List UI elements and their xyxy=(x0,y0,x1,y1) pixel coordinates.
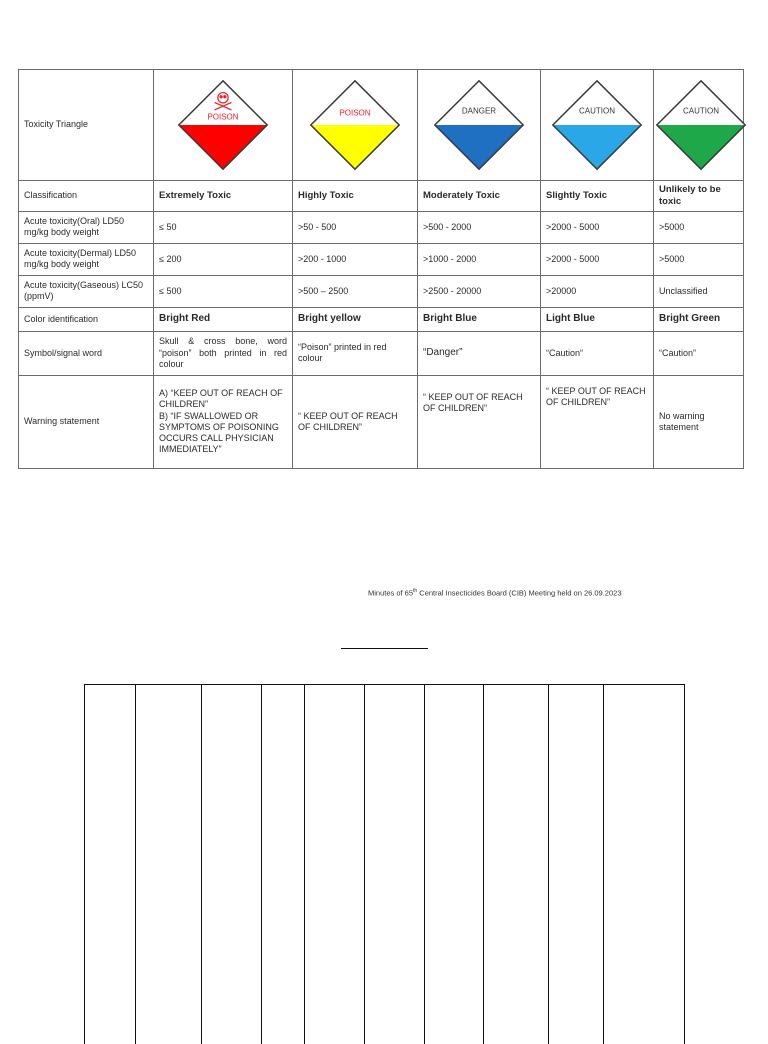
warning-cell: “ KEEP OUT OF REACH OF CHILDREN” xyxy=(293,375,418,468)
toxicity-triangle-row xyxy=(19,70,744,181)
warning-line-a: A) “KEEP OUT OF REACH OF CHILDREN” xyxy=(159,388,283,410)
gaseous-cell: >2500 - 20000 xyxy=(418,275,541,307)
svg-text:POISON: POISON xyxy=(339,108,371,118)
minutes-header xyxy=(368,588,622,598)
column-divider xyxy=(261,685,262,1044)
oral-cell: >5000 xyxy=(654,211,744,243)
svg-text:DANGER: DANGER xyxy=(461,106,497,116)
poison-yellow-diamond-icon xyxy=(308,78,402,172)
dermal-cell: >1000 - 2000 xyxy=(418,243,541,275)
classification-cell: Extremely Toxic xyxy=(154,181,293,212)
row-label-triangle: Toxicity Triangle xyxy=(19,70,154,181)
gaseous-cell: >500 – 2500 xyxy=(293,275,418,307)
gaseous-cell: ≤ 500 xyxy=(154,275,293,307)
poison-red-diamond-icon xyxy=(176,78,270,172)
color-id-cell: Bright Red xyxy=(154,307,293,331)
row-label-color: Color identification xyxy=(19,307,154,331)
gaseous-toxicity-row xyxy=(19,275,744,307)
column-divider xyxy=(548,685,549,1044)
classification-cell: Slightly Toxic xyxy=(541,181,654,212)
symbol-cell: “Caution” xyxy=(654,331,744,375)
warning-cell-extremely-toxic xyxy=(154,375,293,468)
classification-cell: Unlikely to be toxic xyxy=(654,181,744,212)
oral-cell: >2000 - 5000 xyxy=(541,211,654,243)
svg-text:POISON: POISON xyxy=(207,112,239,122)
triangle-cell-moderately-toxic xyxy=(418,70,541,181)
column-divider xyxy=(483,685,484,1044)
color-identification-row xyxy=(19,307,744,331)
row-label-classification: Classification xyxy=(19,181,154,212)
column-divider xyxy=(135,685,136,1044)
dermal-cell: >5000 xyxy=(654,243,744,275)
dermal-toxicity-row xyxy=(19,243,744,275)
column-divider xyxy=(201,685,202,1044)
dermal-cell: >2000 - 5000 xyxy=(541,243,654,275)
symbol-cell: “Danger” xyxy=(418,331,541,375)
caution-green-diamond-icon xyxy=(654,78,748,172)
warning-cell: “ KEEP OUT OF REACH OF CHILDREN” xyxy=(541,375,654,468)
row-label-dermal: Acute toxicity(Dermal) LD50 mg/kg body weight xyxy=(19,243,154,275)
gaseous-cell: Unclassified xyxy=(654,275,744,307)
triangle-cell-highly-toxic xyxy=(293,70,418,181)
column-divider xyxy=(304,685,305,1044)
color-id-cell: Bright yellow xyxy=(293,307,418,331)
minutes-ordinal-suffix: th xyxy=(413,588,418,594)
section-divider xyxy=(341,648,428,649)
classification-cell: Highly Toxic xyxy=(293,181,418,212)
column-divider xyxy=(603,685,604,1044)
minutes-suffix: Central Insecticides Board (CIB) Meeting held on 26.09.2023 xyxy=(417,588,622,598)
row-label-warning: Warning statement xyxy=(19,375,154,468)
symbol-cell: “Poison” printed in red colour xyxy=(293,331,418,375)
svg-text:CAUTION: CAUTION xyxy=(683,106,719,116)
classification-cell: Moderately Toxic xyxy=(418,181,541,212)
warning-statement-row xyxy=(19,375,744,468)
symbol-cell: “Caution“ xyxy=(541,331,654,375)
classification-row xyxy=(19,181,744,212)
danger-blue-diamond-icon xyxy=(432,78,526,172)
oral-cell: >50 - 500 xyxy=(293,211,418,243)
warning-line-b: B) “IF SWALLOWED OR SYMPTOMS OF POISONING OCCURS CALL PHYSICIAN IMMEDIATELY” xyxy=(159,410,279,455)
toxicity-table xyxy=(18,69,744,469)
oral-cell: ≤ 50 xyxy=(154,211,293,243)
gaseous-cell: >20000 xyxy=(541,275,654,307)
dermal-cell: >200 - 1000 xyxy=(293,243,418,275)
empty-table-frame xyxy=(84,684,685,1044)
dermal-cell: ≤ 200 xyxy=(154,243,293,275)
color-id-cell: Bright Green xyxy=(654,307,744,331)
row-label-symbol: Symbol/signal word xyxy=(19,331,154,375)
row-label-gaseous: Acute toxicity(Gaseous) LC50 (ppmV) xyxy=(19,275,154,307)
column-divider xyxy=(424,685,425,1044)
row-label-oral: Acute toxicity(Oral) LD50 mg/kg body weight xyxy=(19,211,154,243)
symbol-signal-row xyxy=(19,331,744,375)
warning-cell: No warning statement xyxy=(654,375,744,468)
triangle-cell-slightly-toxic xyxy=(541,70,654,181)
oral-cell: >500 - 2000 xyxy=(418,211,541,243)
color-id-cell: Bright Blue xyxy=(418,307,541,331)
color-id-cell: Light Blue xyxy=(541,307,654,331)
symbol-cell: Skull & cross bone, word “poison” both printed in red colour xyxy=(154,331,293,375)
caution-lightblue-diamond-icon xyxy=(550,78,644,172)
triangle-cell-extremely-toxic xyxy=(154,70,293,181)
column-divider xyxy=(364,685,365,1044)
svg-text:CAUTION: CAUTION xyxy=(579,106,615,116)
oral-toxicity-row xyxy=(19,211,744,243)
triangle-cell-unlikely-toxic xyxy=(654,70,744,181)
minutes-prefix: Minutes of 65 xyxy=(368,588,414,598)
warning-cell: “ KEEP OUT OF REACH OF CHILDREN” xyxy=(418,375,541,468)
